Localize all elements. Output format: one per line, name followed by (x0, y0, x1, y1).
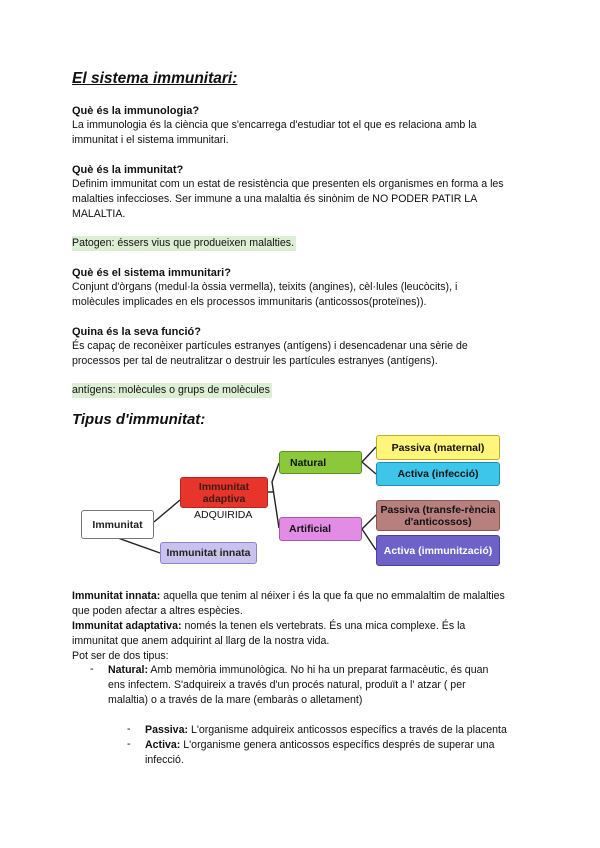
node-activa-immunitzacio: Activa (immunització) (376, 535, 500, 566)
bullet-dash-passiva: - (127, 723, 131, 735)
connector-root-adaptiva (154, 500, 180, 522)
def-adapt-label: Immunitat adaptativa: (72, 620, 182, 632)
answer-immunitat-line-1: Definim immunitat com un estat de resistència que presenten els organismes en forma a les (72, 178, 504, 190)
answer-immunitat-line-3: MALALTIA. (72, 208, 126, 220)
item-natural-text-1: Amb memòria immunològica. No hi ha un preparat farmacèutic, és quan (148, 664, 489, 676)
item-natural-line-1 (108, 663, 538, 678)
answer-sistema-line-1: Conjunt d'òrgans (medul·la òssia vermella), teixits (angines), cèl·lules (leucòcits), i (72, 281, 458, 293)
highlight-patogen: Patogen: éssers vius que produeixen malalties. (72, 237, 295, 249)
def-innata-text-1: aquella que tenim al néixer i és la que fa que no emmalaltim de malalties (160, 590, 505, 602)
node-immunitat-innata: Immunitat innata (160, 542, 257, 564)
def-adapt-line-2: immunitat que anem adquirint al llarg de la nostra vida. (72, 635, 330, 647)
answer-funcio-line-1: És capaç de reconèixer partícules estranyes (antígens) i desencadenar una sèrie de (72, 340, 468, 352)
def-adapt-text-1: només la tenen els vertebrats. És una mica complexe. És la (181, 620, 466, 632)
bullet-dash-activa: - (127, 738, 131, 750)
def-innata-line-2: que poden afectar a altres espècies. (72, 605, 243, 617)
item-activa-line-2: infecció. (145, 754, 184, 766)
item-passiva-text: L'organisme adquireix anticossos específics a través de la placenta (188, 724, 507, 736)
connector-adaptiva-branches (272, 463, 279, 528)
node-immunitat-adaptiva: Immunitat adaptiva (180, 477, 268, 508)
node-immunitat: Immunitat (81, 510, 154, 539)
section-title-tipus: Tipus d'immunitat: (72, 411, 206, 428)
node-passiva-maternal: Passiva (maternal) (376, 435, 500, 460)
item-activa-text-1: L'organisme genera anticossos específics després de superar una (180, 739, 495, 751)
answer-funcio-line-2: processos per tal de neutralitzar o destruir les partícules estranyes (antígens). (72, 355, 438, 367)
item-natural-line-2: ens infectem. S'adquireix a través d'un procés natural, produït a l' atzar ( per (108, 679, 466, 691)
item-activa-line-1 (145, 738, 494, 753)
def-innata-line-1 (72, 589, 532, 604)
node-activa-infeccio: Activa (infecció) (376, 462, 500, 486)
node-artificial: Artificial (279, 517, 362, 541)
label-adquirida: ADQUIRIDA (194, 509, 253, 521)
question-immunologia: Què és la immunologia? (72, 105, 200, 117)
answer-immunitat-line-2: malalties infeccioses. Ser immune a una malaltia és sinònim de NO PODER PATIR LA (72, 193, 478, 205)
node-natural: Natural (279, 451, 362, 474)
page-title: El sistema immunitari: (72, 70, 238, 87)
connector-root-innata (118, 538, 160, 553)
item-passiva-label: Passiva: (145, 724, 188, 736)
item-passiva-line (145, 723, 507, 738)
def-adapt-line-3: Pot ser de dos tipus: (72, 650, 169, 662)
answer-sistema-line-2: molècules implicades en els processos immunitaris (anticossos(proteïnes)). (72, 296, 427, 308)
connector-natural-branches (362, 447, 376, 474)
def-innata-label: Immunitat innata: (72, 590, 161, 602)
question-immunitat: Què és la immunitat? (72, 164, 184, 176)
item-activa-label: Activa: (145, 739, 181, 751)
answer-immunologia-line-2: immunitat i el sistema immunitari. (72, 134, 229, 146)
node-passiva-transferencia: Passiva (transfe-rència d'anticossos) (376, 500, 500, 531)
connector-artificial-branches (362, 515, 376, 550)
question-funcio: Quina és la seva funció? (72, 326, 201, 338)
item-natural-label: Natural: (108, 664, 149, 676)
item-natural-line-3: malaltia) o a través de la mare (embaràs o alletament) (108, 694, 363, 706)
bullet-dash-natural: - (90, 663, 94, 675)
def-adapt-line-1 (72, 619, 532, 634)
answer-immunologia-line-1: La immunologia és la ciència que s'encarrega d'estudiar tot el que es relaciona amb la (72, 119, 477, 131)
highlight-antigens: antígens: molècules o grups de molècules (72, 384, 270, 396)
question-sistema: Què és el sistema immunitari? (72, 267, 231, 279)
